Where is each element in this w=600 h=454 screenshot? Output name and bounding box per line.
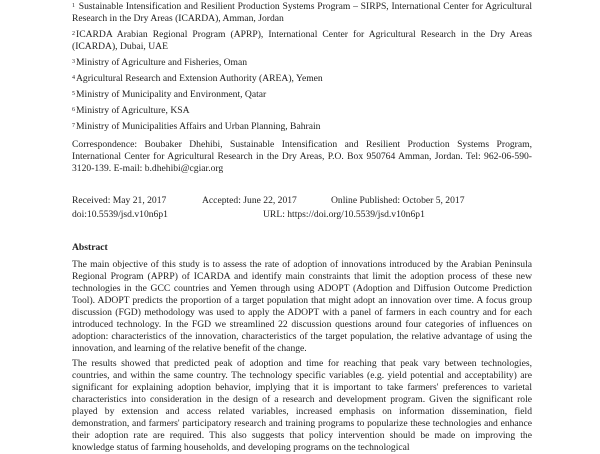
- correspondence: Correspondence: Boubaker Dhehibi, Sustainable Intensification and Resilient Production Systems Program, International Center for Agricultural Research in the Dry Areas, P.O. Box 950764 Amman, Jordan. Tel: 962-06-590-3120-139. E-mail: b.dhehibi@cgiar.org: [72, 139, 532, 174]
- affiliation-text: Sustainable Intensification and Resilient Production Systems Program – SIRPS, International Center for Agricultural Research in the Dry Areas (ICARDA), Amman, Jordan: [72, 1, 532, 24]
- affiliation-text: Agricultural Research and Extension Authority (AREA), Yemen: [76, 73, 323, 84]
- affiliation-number: 7: [72, 123, 75, 129]
- affiliation-text: Ministry of Agriculture, KSA: [76, 105, 190, 116]
- accepted-date: Accepted: June 22, 2017: [202, 195, 297, 206]
- abstract-paragraph-2: [72, 358, 532, 454]
- received-date: Received: May 21, 2017: [72, 195, 167, 206]
- url-link[interactable]: URL: https://doi.org/10.5539/jsd.v10n6p1: [263, 209, 425, 220]
- abstract-heading: Abstract: [72, 242, 108, 253]
- affiliation-number: 6: [72, 107, 75, 113]
- affiliation-number: 1: [72, 3, 75, 9]
- affiliation-4: [72, 73, 532, 85]
- affiliation-6: [72, 105, 532, 117]
- affiliation-5: [72, 89, 532, 101]
- affiliation-number: 4: [72, 75, 75, 81]
- affiliation-1: [72, 1, 532, 25]
- abstract-paragraph-1: [72, 259, 532, 355]
- affiliation-number: 2: [72, 31, 75, 37]
- paragraph-text: The results showed that predicted peak of adoption and time for reaching that peak vary between technologies, countries, and within the same country. The technology specific variables (e.g. yield potential and acceptability) are significant for explaining adoption behavior, implying that it is important to take farmers' preferences to varietal characteristics into consideration in the design of a research and development program. Given the significant role played by extension and access related variables, increased emphasis on information dissemination, field demonstration, and farmers' participatory research and training programs to popularize these technologies and enhance their adoption rate are required. This also suggests that policy intervention should be made on improving the knowledge status of farming households, and developing programs on the technological: [72, 358, 532, 453]
- paragraph-text: The main objective of this study is to assess the rate of adoption of innovations introduced by the Arabian Peninsula Regional Program (APRP) of ICARDA and identify main constraints that limit the adoption process of these new technologies in the GCC countries and Yemen through using ADOPT (Adoption and Diffusion Outcome Prediction Tool). ADOPT predicts the proportion of a target population that might adopt an innovation over time. A focus group discussion (FGD) methodology was used to apply the ADOPT with a panel of farmers in each country and for each introduced technology. In the FGD we streamlined 22 discussion questions around four categories of influences on adoption: characteristics of the innovation, characteristics of the target population, the relative advantage of using the innovation, and learning of the relative benefit of the change.: [72, 259, 532, 354]
- affiliation-3: [72, 57, 532, 69]
- affiliation-text: Ministry of Municipalities Affairs and Urban Planning, Bahrain: [76, 121, 321, 132]
- affiliation-text: Ministry of Agriculture and Fisheries, Oman: [76, 57, 248, 68]
- published-date: Online Published: October 5, 2017: [331, 195, 465, 206]
- doi: doi:10.5539/jsd.v10n6p1: [72, 209, 168, 220]
- affiliation-2: [72, 29, 532, 53]
- affiliation-text: Ministry of Municipality and Environment, Qatar: [76, 89, 267, 100]
- affiliation-number: 3: [72, 59, 75, 65]
- affiliation-7: [72, 121, 532, 133]
- affiliation-text: ICARDA Arabian Regional Program (APRP), International Center for Agricultural Research in the Dry Areas (ICARDA), Dubai, UAE: [72, 29, 532, 52]
- affiliation-number: 5: [72, 91, 75, 97]
